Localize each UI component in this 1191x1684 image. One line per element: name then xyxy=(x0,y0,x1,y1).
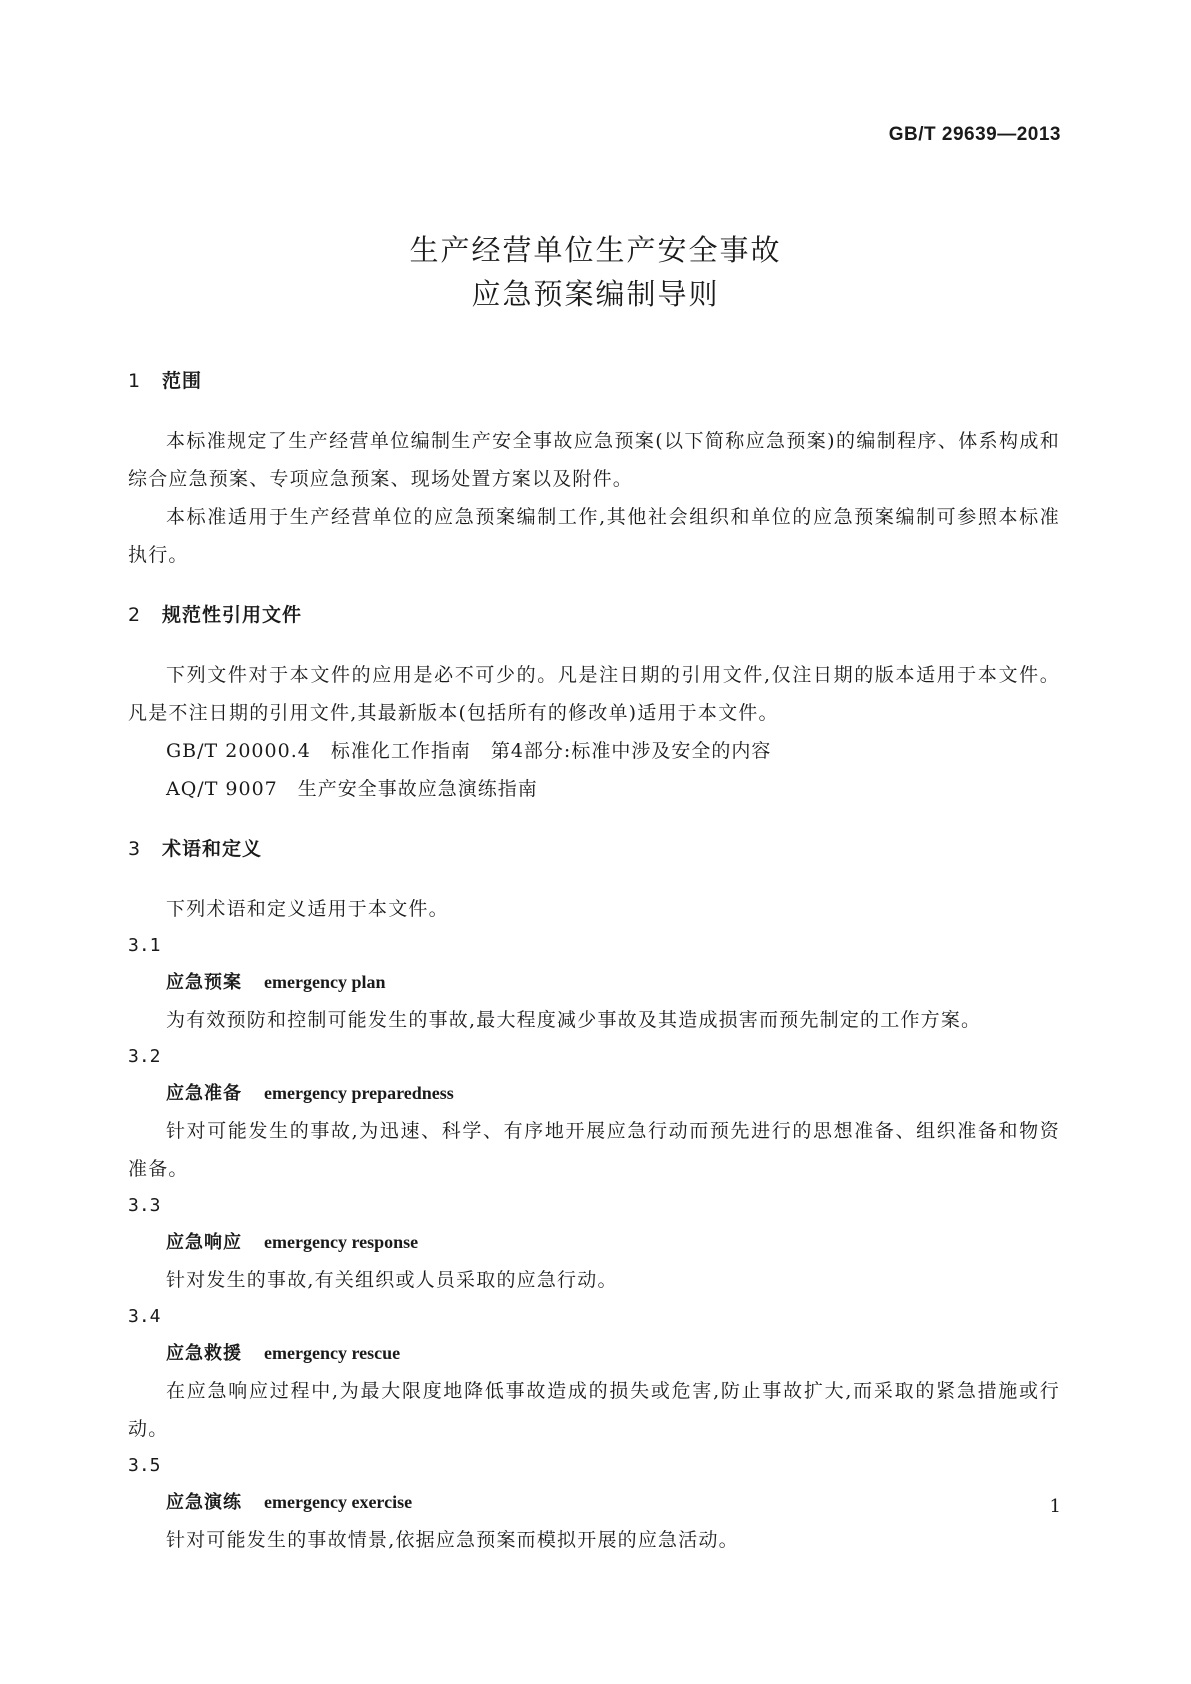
section-title: 规范性引用文件 xyxy=(162,604,303,626)
term-name xyxy=(128,1484,1060,1521)
section-title: 术语和定义 xyxy=(162,838,263,860)
term-name-zh: 应急准备 xyxy=(166,1083,242,1104)
term-number: 3.3 xyxy=(128,1195,161,1216)
term-definition: 针对可能发生的事故情景,依据应急预案而模拟开展的应急活动。 xyxy=(166,1529,739,1551)
normative-reference xyxy=(128,770,1060,808)
page-number: 1 xyxy=(1049,1496,1061,1517)
document-title-line2: 应急预案编制导则 xyxy=(471,277,720,311)
term-name-en: emergency plan xyxy=(264,972,386,992)
term-name-zh: 应急响应 xyxy=(166,1232,242,1253)
term-name-en: emergency preparedness xyxy=(264,1083,454,1103)
section-title: 范围 xyxy=(162,370,203,392)
document-title-line1: 生产经营单位生产安全事故 xyxy=(409,233,782,267)
paragraph: 本标准规定了生产经营单位编制生产安全事故应急预案(以下简称应急预案)的编制程序、体系构成和综合应急预案、专项应急预案、现场处置方案以及附件。 xyxy=(128,430,1060,490)
reference-title: 生产安全事故应急演练指南 xyxy=(297,778,538,800)
term-definition: 为有效预防和控制可能发生的事故,最大程度减少事故及其造成损害而预先制定的工作方案。 xyxy=(166,1009,982,1031)
reference-title: 标准化工作指南 第4部分:标准中涉及安全的内容 xyxy=(330,740,772,762)
term-name-zh: 应急救援 xyxy=(166,1343,242,1364)
section-heading xyxy=(128,600,1060,630)
term-name-en: emergency rescue xyxy=(264,1343,401,1363)
term-number: 3.1 xyxy=(128,935,161,956)
term-name xyxy=(128,1224,1060,1261)
term-name xyxy=(128,1335,1060,1372)
section-number: 1 xyxy=(128,370,142,392)
paragraph: 本标准适用于生产经营单位的应急预案编制工作,其他社会组织和单位的应急预案编制可参照本标准执行。 xyxy=(128,506,1060,566)
section-heading xyxy=(128,366,1060,396)
term-name-en: emergency response xyxy=(264,1232,419,1252)
standard-number: GB/T 29639—2013 xyxy=(888,124,1061,145)
term-definition: 针对可能发生的事故,为迅速、科学、有序地开展应急行动而预先进行的思想准备、组织准备和物资准备。 xyxy=(128,1120,1060,1180)
term-name-zh: 应急演练 xyxy=(166,1492,242,1513)
paragraph: 下列术语和定义适用于本文件。 xyxy=(166,898,449,920)
term-number: 3.5 xyxy=(128,1455,161,1476)
term-name xyxy=(128,1075,1060,1112)
term-name-en: emergency exercise xyxy=(264,1492,413,1512)
section-number: 3 xyxy=(128,838,142,860)
term-number: 3.4 xyxy=(128,1306,161,1327)
term-definition: 在应急响应过程中,为最大限度地降低事故造成的损失或危害,防止事故扩大,而采取的紧急措施或行动。 xyxy=(128,1380,1060,1440)
reference-code: GB/T 20000.4 xyxy=(166,740,311,762)
term-name-zh: 应急预案 xyxy=(166,972,242,993)
section-number: 2 xyxy=(128,604,142,626)
section-heading xyxy=(128,834,1060,864)
reference-code: AQ/T 9007 xyxy=(166,778,278,800)
document-body xyxy=(128,366,1060,1559)
term-definition: 针对发生的事故,有关组织或人员采取的应急行动。 xyxy=(166,1269,618,1291)
normative-reference xyxy=(128,732,1060,770)
term-number: 3.2 xyxy=(128,1046,161,1067)
term-name xyxy=(128,964,1060,1001)
paragraph: 下列文件对于本文件的应用是必不可少的。凡是注日期的引用文件,仅注日期的版本适用于本文件。凡是不注日期的引用文件,其最新版本(包括所有的修改单)适用于本文件。 xyxy=(128,664,1060,724)
